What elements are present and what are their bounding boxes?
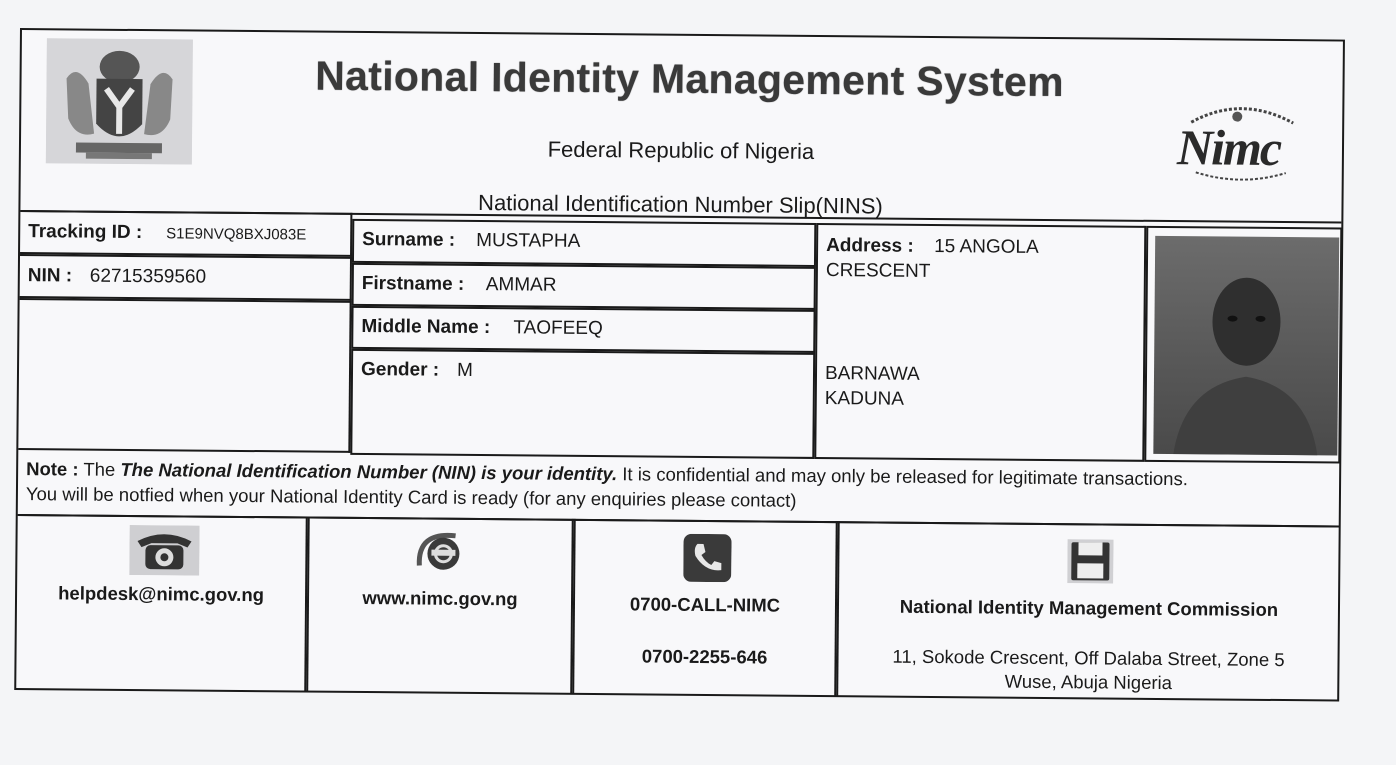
note-post: It is confidential and may only be released for legitimate transactions. (622, 463, 1188, 490)
address-line4: KADUNA (824, 388, 905, 410)
note-line2: You will be notfied when your National Identity Card is ready (for any enquiries please contact) (25, 483, 797, 511)
nin-slip (14, 28, 1345, 702)
firstname-value: AMMAR (485, 274, 557, 296)
internet-explorer-icon (415, 525, 469, 579)
website-link[interactable]: www.nimc.gov.ng (362, 587, 518, 610)
tracking-id-value: S1E9NVQ8BXJ083E (166, 225, 307, 244)
address-cell (814, 223, 1146, 462)
footer-website-cell (306, 517, 574, 694)
nin-label: NIN : (27, 265, 73, 287)
nin-cell (20, 254, 352, 301)
gender-label: Gender : (360, 358, 440, 381)
surname-cell (352, 219, 816, 267)
footer-phone-cell (572, 519, 838, 696)
coat-of-arms-icon (46, 38, 193, 164)
note-label: Note : (26, 458, 79, 480)
gender-value: M (456, 359, 473, 381)
blank-cell (18, 298, 351, 453)
firstname-cell (352, 263, 816, 310)
note-emphasis: The National Identification Number (NIN) is your identity. (120, 458, 618, 485)
surname-value: MUSTAPHA (476, 229, 581, 252)
tracking-id-cell (20, 210, 352, 257)
helpdesk-email-link[interactable]: helpdesk@nimc.gov.ng (58, 582, 265, 606)
address-line1: 15 ANGOLA (934, 235, 1039, 258)
address-line3: BARNAWA (824, 363, 920, 385)
telephone-icon (129, 525, 199, 576)
org-name: National Identity Management Commission (899, 595, 1279, 621)
org-address-line2: Wuse, Abuja Nigeria (1004, 670, 1173, 694)
address-label: Address : (826, 235, 914, 257)
nin-value: 62715359560 (89, 265, 207, 288)
subtitle: Federal Republic of Nigeria (547, 136, 815, 164)
middlename-value: TAOFEEQ (513, 317, 603, 340)
tracking-id-label: Tracking ID : (28, 221, 143, 244)
passport-photo (1153, 236, 1339, 456)
phone-icon (683, 534, 731, 582)
nimc-logo-text: Nimc (1176, 119, 1281, 176)
middlename-cell (351, 306, 815, 353)
slip-title: National Identification Number Slip(NINS) (478, 190, 883, 219)
surname-label: Surname : (362, 228, 456, 251)
middlename-label: Middle Name : (361, 315, 491, 339)
note-pre: The (83, 458, 116, 480)
phone-call-nimc[interactable]: 0700-CALL-NIMC (629, 593, 781, 616)
phone-number[interactable]: 0700-2255-646 (641, 645, 768, 668)
note-text (26, 456, 1336, 517)
floppy-disk-icon (1067, 539, 1113, 583)
org-address-line1: 11, Sokode Crescent, Off Dalaba Street, Zone 5 (892, 645, 1285, 671)
nimc-logo (1171, 100, 1312, 181)
footer-org-cell (836, 521, 1340, 700)
gender-cell (350, 349, 815, 459)
page-title: National Identity Management System (315, 52, 1065, 106)
footer-email-cell (16, 514, 308, 692)
photo-cell (1144, 226, 1342, 464)
firstname-label: Firstname : (361, 272, 465, 295)
address-line2: CRESCENT (825, 260, 931, 282)
